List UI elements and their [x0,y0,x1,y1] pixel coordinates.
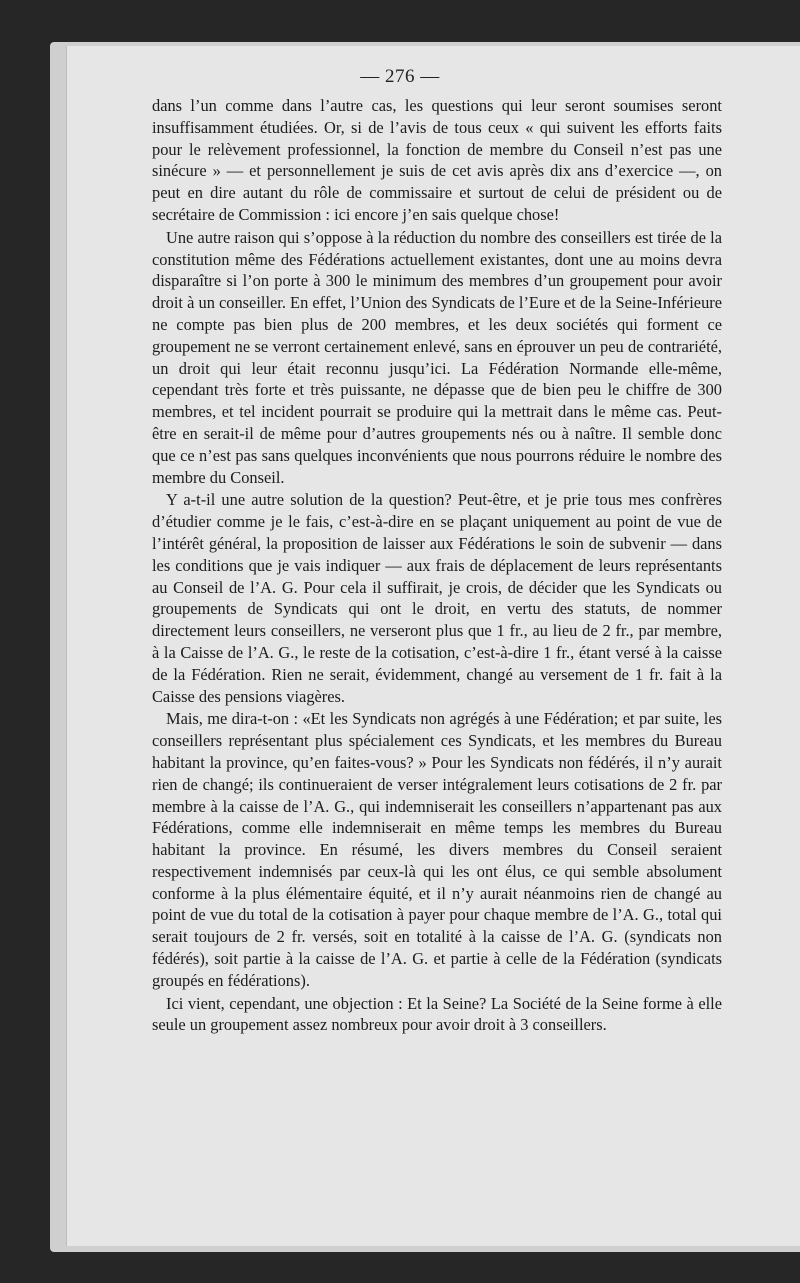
body-text [152,95,722,1036]
page-number: — 276 — [360,66,440,87]
paragraph-5: Ici vient, cependant, une objection : Et la Seine? La Société de la Seine forme à elle seule un groupement assez nombreux pour avoir droit à 3 conseillers. [152,993,722,1035]
paragraph-2: Une autre raison qui s’oppose à la réduction du nombre des conseillers est tirée de la constitution même des Fédérations actuellement existantes, dont une au moins devra disparaître si l’on porte à 300 le minimum des membres d’un groupement pour avoir droit à un conseiller. En effet, l’Union des Syndicats de l’Eure et de la Seine-Inférieure ne compte pas bien plus de 200 membres, et les deux sociétés qui forment ce groupement ne se verront certainement enlevé, sans en éprouver un peu de contrariété, un droit qui leur était reconnu jusqu’ici. La Fédération Normande elle-même, cependant très forte et très puissante, ne dépasse que de bien peu le chiffre de 300 membres, et tel incident pourrait se produire qui la mettrait dans le même cas. Peut-être en serait-il de même pour d’autres groupements nés ou à naître. Il semble donc que ce n’est pas sans quelques inconvénients que nous pourrons réduire le nombre des membre du Conseil. [152,227,722,487]
paragraph-4: Mais, me dira-t-on : «Et les Syndicats non agrégés à une Fédération; et par suite, les conseillers représentant plus spécialement ces Syndicats, et les membres du Bureau habitant la province, qu’en faites-vous? » Pour les Syndicats non fédérés, il n’y aurait rien de changé; ils continueraient de verser intégralement leurs cotisations de 2 fr. par membre à la caisse de l’A. G., qui indemniserait les conseillers n’appartenant pas aux Fédérations, comme elle indemniserait en même temps les membres du Bureau habitant la province. En résumé, les divers membres du Conseil seraient respectivement indemnisés par ceux-là qui les ont élus, ce qui semble absolument conforme à la plus élémentaire équité, et il n’y aurait néanmoins rien de changé au point de vue du total de la cotisation à payer pour chaque membre de l’A. G., total qui serait toujours de 2 fr. versés, soit en totalité à la caisse de l’A. G. (syndicats non fédérés), soit partie à la caisse de l’A. G. et partie à celle de la Fédération (syndicats groupés en fédérations). [152,709,722,990]
paragraph-3: Y a-t-il une autre solution de la question? Peut-être, et je prie tous mes confrères d’étudier comme je le fais, c’est-à-dire en se plaçant uniquement au point de vue de l’intérêt général, la proposition de laisser aux Fédérations le soin de subvenir — dans les conditions que je vais indiquer — aux frais de déplacement de leurs représentants au Conseil de l’A. G. Pour cela il suffirait, je crois, de décider que les Syndicats ou groupements de Syndicats qui ont le droit, en vertu des statuts, de nommer directement leurs conseillers, ne verseront plus que 1 fr., au lieu de 2 fr., par membre, à la Caisse de l’A. G., le reste de la cotisation, c’est-à-dire 1 fr., étant versé à la caisse de la Fédération. Rien ne serait, évidemment, changé au versement de 1 fr. fait à la Caisse des pensions viagères. [152,490,722,706]
paragraph-1: dans l’un comme dans l’autre cas, les questions qui leur seront soumises seront insuffisamment étudiées. Or, si de l’avis de tous ceux « qui suivent les efforts faits pour le relèvement professionnel, la fonction de membre du Conseil n’est pas une sinécure » — et personnellement je suis de cet avis après dix ans d’exercice —, on peut en dire autant du rôle de commissaire et surtout de celui de président ou de secrétaire de Commission : ici encore j’en sais quelque chose! [152,96,722,224]
